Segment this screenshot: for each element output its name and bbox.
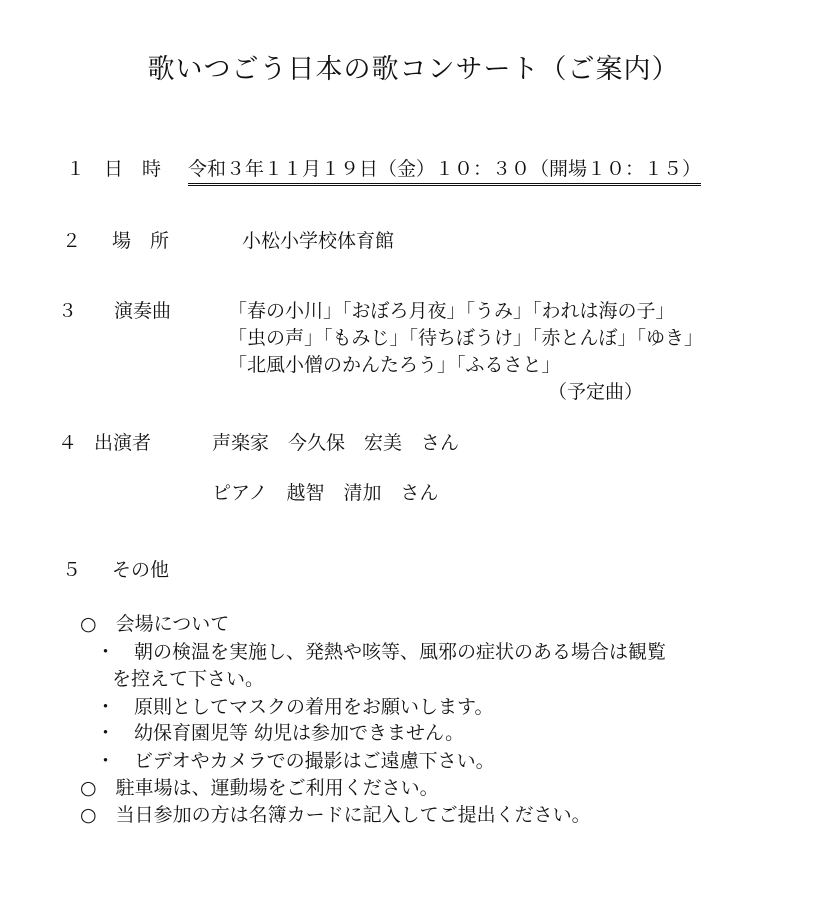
list-item: ○ 会場について — [80, 613, 230, 635]
song-line: 「虫の声」「もみじ」「待ちぼうけ」「赤とんぼ」「ゆき」 — [228, 327, 704, 349]
list-item: ・ 原則としてマスクの着用をお願いします。 — [96, 696, 494, 718]
list-item: ・ ビデオやカメラでの撮影はご遠慮下さい。 — [96, 750, 495, 772]
section-label-date: 日 時 — [104, 158, 162, 180]
date-value: 令和３年１１月１９日（金）１０：３０（開場１０：１５） — [188, 158, 701, 186]
performer: 声楽家 今久保 宏美 さん — [212, 432, 460, 454]
songs-note: （予定曲） — [548, 381, 644, 403]
performer: ピアノ 越智 清加 さん — [212, 482, 439, 504]
list-item: ○ 当日参加の方は名簿カードに記入してご提出ください。 — [80, 804, 591, 826]
section-number: ２ — [62, 230, 82, 252]
song-line: 「北風小僧のかんたろう」「ふるさと」 — [228, 354, 561, 376]
section-label-place: 場 所 — [112, 230, 170, 252]
list-item: ○ 駐車場は、運動場をご利用ください。 — [80, 777, 439, 799]
section-label-songs: 演奏曲 — [114, 300, 172, 322]
section-number: ５ — [62, 559, 82, 581]
list-item: ・ 幼保育園児等 幼児は参加できません。 — [96, 722, 465, 744]
page-title: 歌いつごう日本の歌コンサート（ご案内） — [147, 54, 680, 85]
place-value: 小松小学校体育館 — [242, 230, 395, 252]
list-item: ・ 朝の検温を実施し、発熱や咳等、風邪の症状のある場合は観覧 — [96, 641, 667, 663]
list-item: を控えて下さい。 — [112, 668, 265, 690]
song-line: 「春の小川」「おぼろ月夜」「うみ」「われは海の子」 — [228, 300, 675, 322]
section-label-other: その他 — [112, 559, 170, 581]
section-number: ３ — [58, 300, 78, 322]
section-number: １ — [66, 158, 86, 180]
section-number: ４ — [58, 432, 78, 454]
section-label-performers: 出演者 — [94, 432, 152, 454]
